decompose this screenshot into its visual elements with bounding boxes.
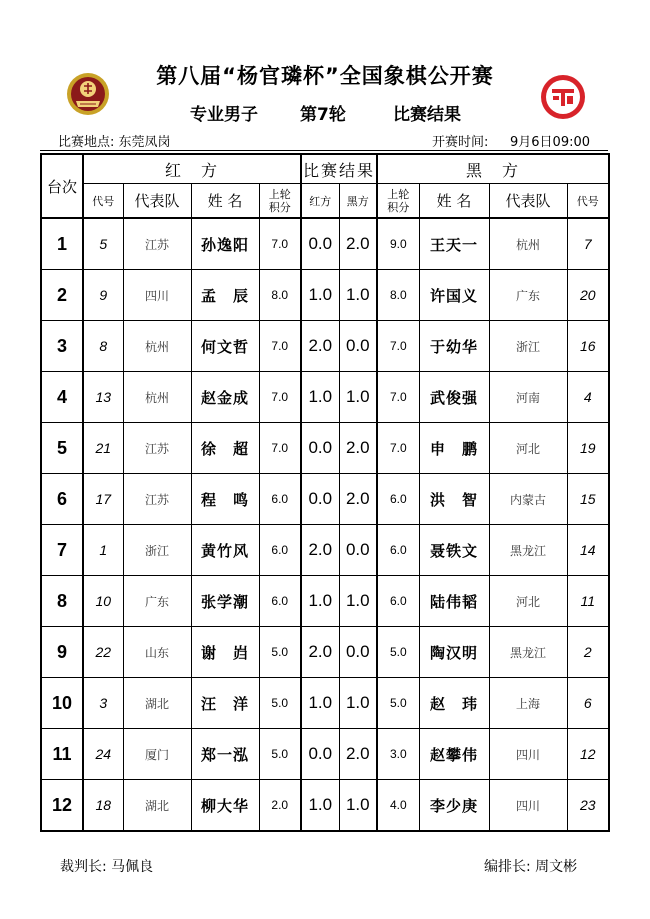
black-code: 12 bbox=[567, 729, 609, 780]
black-prev-points: 7.0 bbox=[377, 372, 419, 423]
red-player-name: 张学潮 bbox=[191, 576, 259, 627]
black-code: 14 bbox=[567, 525, 609, 576]
red-score: 0.0 bbox=[301, 729, 339, 780]
red-score: 1.0 bbox=[301, 270, 339, 321]
red-team: 江苏 bbox=[123, 218, 191, 270]
red-code: 5 bbox=[83, 218, 123, 270]
black-player-name: 许国义 bbox=[419, 270, 489, 321]
red-code: 17 bbox=[83, 474, 123, 525]
table-row bbox=[41, 525, 609, 576]
red-prev-points: 8.0 bbox=[259, 270, 301, 321]
red-score: 2.0 bbox=[301, 627, 339, 678]
black-score: 1.0 bbox=[339, 372, 377, 423]
black-score: 2.0 bbox=[339, 423, 377, 474]
red-player-name: 赵金成 bbox=[191, 372, 259, 423]
red-team: 湖北 bbox=[123, 780, 191, 832]
black-prev-points: 6.0 bbox=[377, 576, 419, 627]
red-prev-points: 7.0 bbox=[259, 423, 301, 474]
table-row bbox=[41, 372, 609, 423]
black-code-header: 代号 bbox=[567, 184, 609, 219]
black-prev-points: 7.0 bbox=[377, 423, 419, 474]
black-player-name: 聂铁文 bbox=[419, 525, 489, 576]
black-score: 2.0 bbox=[339, 729, 377, 780]
red-score-header: 红方 bbox=[301, 184, 339, 219]
red-score: 0.0 bbox=[301, 218, 339, 270]
board-number: 3 bbox=[41, 321, 83, 372]
black-team: 河北 bbox=[489, 423, 567, 474]
black-code: 4 bbox=[567, 372, 609, 423]
board-number: 8 bbox=[41, 576, 83, 627]
board-number: 11 bbox=[41, 729, 83, 780]
red-score: 0.0 bbox=[301, 423, 339, 474]
red-code-header: 代号 bbox=[83, 184, 123, 219]
red-prev-points: 7.0 bbox=[259, 218, 301, 270]
page-title: 第八届“杨官璘杯”全国象棋公开赛 bbox=[156, 64, 494, 88]
red-score: 1.0 bbox=[301, 372, 339, 423]
black-player-name: 陆伟韬 bbox=[419, 576, 489, 627]
black-prev-points-header bbox=[377, 184, 419, 219]
red-code: 22 bbox=[83, 627, 123, 678]
red-team: 杭州 bbox=[123, 321, 191, 372]
round-label: 第7轮 bbox=[300, 105, 346, 125]
black-team: 上海 bbox=[489, 678, 567, 729]
black-score: 0.0 bbox=[339, 627, 377, 678]
red-prev-points: 5.0 bbox=[259, 627, 301, 678]
red-player-name: 谢 岿 bbox=[191, 627, 259, 678]
black-prev-points: 4.0 bbox=[377, 780, 419, 832]
board-number: 10 bbox=[41, 678, 83, 729]
red-code: 1 bbox=[83, 525, 123, 576]
table-row bbox=[41, 729, 609, 780]
board-number: 6 bbox=[41, 474, 83, 525]
results-table bbox=[40, 153, 610, 832]
black-score: 0.0 bbox=[339, 525, 377, 576]
table-row bbox=[41, 270, 609, 321]
chess-association-emblem-icon bbox=[66, 72, 110, 116]
xiangqi-federation-emblem-icon bbox=[540, 74, 586, 120]
table-row bbox=[41, 321, 609, 372]
table-row bbox=[41, 780, 609, 832]
prev-points-label-line2: 积分 bbox=[387, 200, 410, 214]
black-player-name: 赵攀伟 bbox=[419, 729, 489, 780]
results-body bbox=[41, 218, 609, 831]
red-prev-points: 7.0 bbox=[259, 372, 301, 423]
black-prev-points: 7.0 bbox=[377, 321, 419, 372]
board-number: 1 bbox=[41, 218, 83, 270]
red-prev-points: 2.0 bbox=[259, 780, 301, 832]
red-team: 杭州 bbox=[123, 372, 191, 423]
black-score: 0.0 bbox=[339, 321, 377, 372]
red-team: 湖北 bbox=[123, 678, 191, 729]
board-number: 2 bbox=[41, 270, 83, 321]
red-prev-points: 5.0 bbox=[259, 729, 301, 780]
black-prev-points: 3.0 bbox=[377, 729, 419, 780]
red-code: 21 bbox=[83, 423, 123, 474]
black-score-header: 黑方 bbox=[339, 184, 377, 219]
black-player-name: 于幼华 bbox=[419, 321, 489, 372]
prev-points-label-line2: 积分 bbox=[268, 200, 291, 214]
red-player-name: 黄竹风 bbox=[191, 525, 259, 576]
red-score: 2.0 bbox=[301, 321, 339, 372]
red-score: 1.0 bbox=[301, 780, 339, 832]
board-header: 台次 bbox=[41, 154, 83, 218]
venue-label: 比赛地点: 东莞凤岗 bbox=[58, 135, 171, 150]
black-player-name: 陶汉明 bbox=[419, 627, 489, 678]
black-team: 黑龙江 bbox=[489, 627, 567, 678]
red-prev-points: 7.0 bbox=[259, 321, 301, 372]
table-row bbox=[41, 474, 609, 525]
black-code: 2 bbox=[567, 627, 609, 678]
red-prev-points: 6.0 bbox=[259, 576, 301, 627]
result-header: 比赛结果 bbox=[301, 154, 377, 184]
red-player-name: 孙逸阳 bbox=[191, 218, 259, 270]
board-number: 5 bbox=[41, 423, 83, 474]
black-prev-points: 6.0 bbox=[377, 474, 419, 525]
black-score: 1.0 bbox=[339, 270, 377, 321]
red-team: 广东 bbox=[123, 576, 191, 627]
black-player-name: 武俊强 bbox=[419, 372, 489, 423]
red-player-name: 郑一泓 bbox=[191, 729, 259, 780]
black-team: 四川 bbox=[489, 729, 567, 780]
black-team: 杭州 bbox=[489, 218, 567, 270]
black-prev-points: 5.0 bbox=[377, 678, 419, 729]
red-player-name: 汪 洋 bbox=[191, 678, 259, 729]
black-code: 16 bbox=[567, 321, 609, 372]
red-team: 江苏 bbox=[123, 423, 191, 474]
red-score: 1.0 bbox=[301, 576, 339, 627]
black-code: 11 bbox=[567, 576, 609, 627]
black-code: 15 bbox=[567, 474, 609, 525]
red-code: 3 bbox=[83, 678, 123, 729]
black-team-header: 代表队 bbox=[489, 184, 567, 219]
board-number: 7 bbox=[41, 525, 83, 576]
black-prev-points: 5.0 bbox=[377, 627, 419, 678]
black-score: 1.0 bbox=[339, 576, 377, 627]
red-code: 8 bbox=[83, 321, 123, 372]
table-row bbox=[41, 576, 609, 627]
start-time-label: 开赛时间: bbox=[432, 135, 489, 150]
red-team: 四川 bbox=[123, 270, 191, 321]
arranger-label: 编排长: 周文彬 bbox=[484, 859, 578, 875]
table-row bbox=[41, 627, 609, 678]
black-player-name: 赵 玮 bbox=[419, 678, 489, 729]
red-player-name: 柳大华 bbox=[191, 780, 259, 832]
black-code: 20 bbox=[567, 270, 609, 321]
black-code: 6 bbox=[567, 678, 609, 729]
red-prev-points: 6.0 bbox=[259, 474, 301, 525]
black-code: 19 bbox=[567, 423, 609, 474]
red-code: 18 bbox=[83, 780, 123, 832]
black-prev-points: 8.0 bbox=[377, 270, 419, 321]
red-prev-points: 6.0 bbox=[259, 525, 301, 576]
black-score: 2.0 bbox=[339, 218, 377, 270]
red-team-header: 代表队 bbox=[123, 184, 191, 219]
black-player-name: 申 鹏 bbox=[419, 423, 489, 474]
red-code: 9 bbox=[83, 270, 123, 321]
table-row bbox=[41, 218, 609, 270]
red-player-name: 孟 辰 bbox=[191, 270, 259, 321]
table-row bbox=[41, 678, 609, 729]
black-team: 广东 bbox=[489, 270, 567, 321]
board-number: 4 bbox=[41, 372, 83, 423]
black-team: 河北 bbox=[489, 576, 567, 627]
black-player-name: 李少庚 bbox=[419, 780, 489, 832]
red-score: 2.0 bbox=[301, 525, 339, 576]
black-score: 2.0 bbox=[339, 474, 377, 525]
start-time-value: 9月6日09:00 bbox=[510, 135, 591, 150]
black-team: 四川 bbox=[489, 780, 567, 832]
red-player-name: 徐 超 bbox=[191, 423, 259, 474]
black-score: 1.0 bbox=[339, 678, 377, 729]
black-code: 23 bbox=[567, 780, 609, 832]
red-team: 浙江 bbox=[123, 525, 191, 576]
red-team: 山东 bbox=[123, 627, 191, 678]
board-number: 12 bbox=[41, 780, 83, 832]
red-prev-points: 5.0 bbox=[259, 678, 301, 729]
red-team: 江苏 bbox=[123, 474, 191, 525]
red-code: 13 bbox=[83, 372, 123, 423]
red-player-name: 何文哲 bbox=[191, 321, 259, 372]
black-team: 黑龙江 bbox=[489, 525, 567, 576]
red-team: 厦门 bbox=[123, 729, 191, 780]
black-code: 7 bbox=[567, 218, 609, 270]
table-row bbox=[41, 423, 609, 474]
red-name-header: 姓 名 bbox=[191, 184, 259, 219]
category-label: 专业男子 bbox=[190, 105, 258, 125]
red-player-name: 程 鸣 bbox=[191, 474, 259, 525]
black-name-header: 姓 名 bbox=[419, 184, 489, 219]
board-number: 9 bbox=[41, 627, 83, 678]
red-code: 24 bbox=[83, 729, 123, 780]
header-divider bbox=[40, 150, 608, 151]
black-side-header: 黑 方 bbox=[377, 154, 609, 184]
black-team: 浙江 bbox=[489, 321, 567, 372]
black-prev-points: 9.0 bbox=[377, 218, 419, 270]
black-team: 内蒙古 bbox=[489, 474, 567, 525]
red-prev-points-header bbox=[259, 184, 301, 219]
black-team: 河南 bbox=[489, 372, 567, 423]
red-code: 10 bbox=[83, 576, 123, 627]
referee-label: 裁判长: 马佩良 bbox=[60, 859, 154, 875]
black-score: 1.0 bbox=[339, 780, 377, 832]
black-prev-points: 6.0 bbox=[377, 525, 419, 576]
result-title: 比赛结果 bbox=[393, 105, 461, 125]
prev-points-label-line1: 上轮 bbox=[268, 187, 291, 201]
red-score: 0.0 bbox=[301, 474, 339, 525]
black-player-name: 洪 智 bbox=[419, 474, 489, 525]
red-score: 1.0 bbox=[301, 678, 339, 729]
red-side-header: 红 方 bbox=[83, 154, 301, 184]
prev-points-label-line1: 上轮 bbox=[387, 187, 410, 201]
black-player-name: 王天一 bbox=[419, 218, 489, 270]
